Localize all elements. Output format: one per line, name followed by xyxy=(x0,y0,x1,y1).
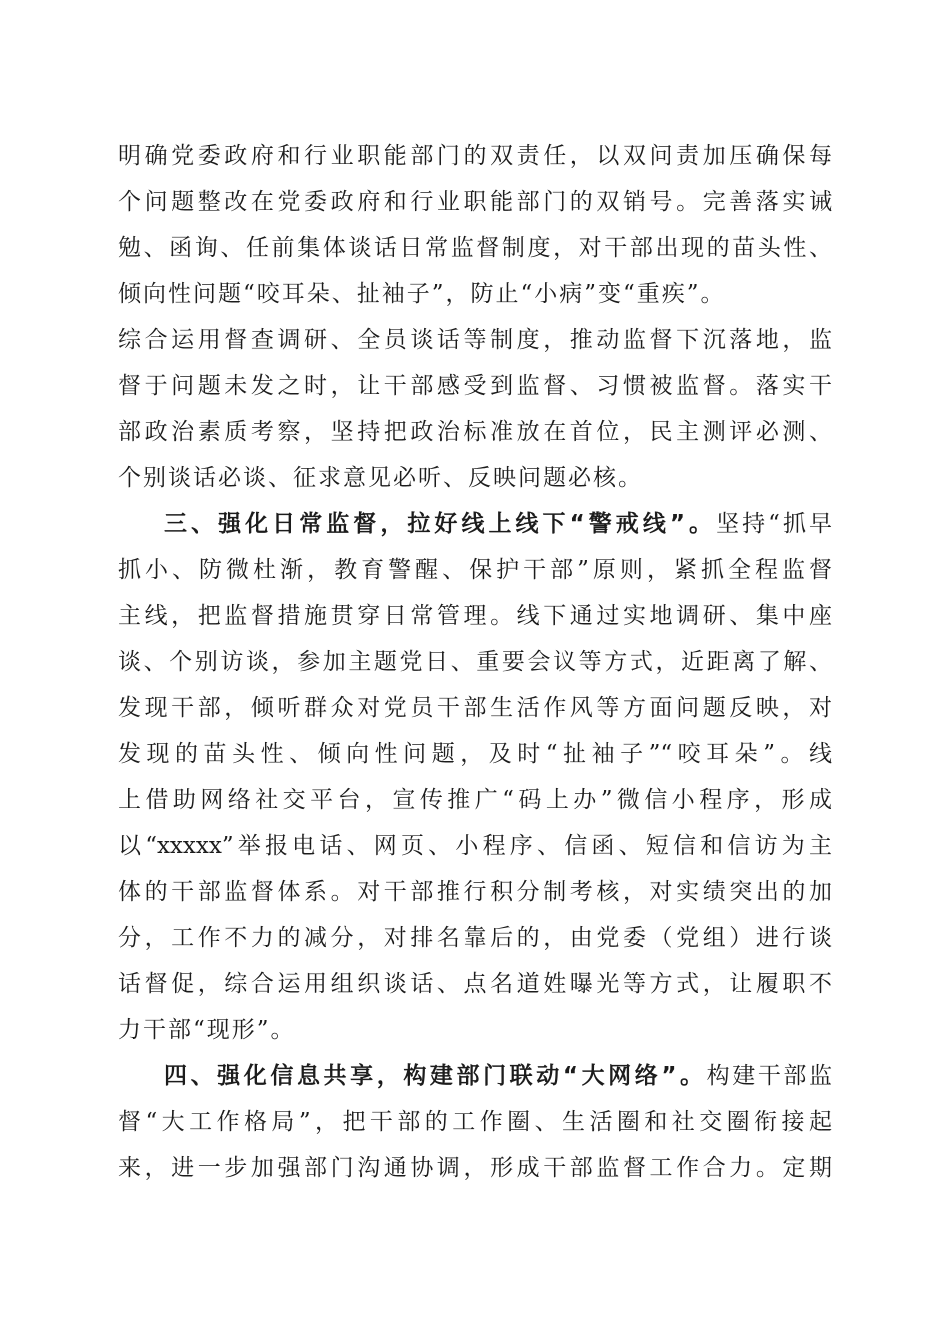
paragraph-line: 督于问题未发之时，让干部感受到监督、习惯被监督。落实干 xyxy=(118,373,832,399)
section-heading-three: 三、强化日常监督，拉好线上线下“警戒线”。 xyxy=(164,511,717,537)
paragraph-line: 上借助网络社交平台，宣传推广“码上办”微信小程序，形成 xyxy=(118,787,832,813)
paragraph-line: 倾向性问题“咬耳朵、扯袖子”，防止“小病”变“重疾”。 xyxy=(118,281,726,307)
section-three-first-line xyxy=(118,501,832,547)
paragraph-line: 话督促，综合运用组织谈话、点名道姓曝光等方式，让履职不 xyxy=(118,971,832,997)
paragraph-line: 明确党委政府和行业职能部门的双责任，以双问责加压确保每 xyxy=(118,143,832,169)
paragraph-line: 个别谈话必谈、征求意见必听、反映问题必核。 xyxy=(118,465,643,491)
paragraph-line: 督“大工作格局”，把干部的工作圈、生活圈和社交圈衔接起 xyxy=(118,1109,832,1135)
paragraph-line: 发现干部，倾听群众对党员干部生活作风等方面问题反映，对 xyxy=(118,695,832,721)
section-four-first-line xyxy=(118,1053,832,1099)
paragraph-line: 综合运用督查调研、全员谈话等制度，推动监督下沉落地，监 xyxy=(118,327,832,353)
paragraph-line: 力干部“现形”。 xyxy=(118,1017,296,1043)
paragraph-line: 以“xxxxx”举报电话、网页、小程序、信函、短信和信访为主 xyxy=(118,833,832,859)
paragraph-line: 谈、个别访谈，参加主题党日、重要会议等方式，近距离了解、 xyxy=(118,649,832,675)
paragraph-line: 体的干部监督体系。对干部推行积分制考核，对实绩突出的加 xyxy=(118,879,832,905)
paragraph-line: 勉、函询、任前集体谈话日常监督制度，对干部出现的苗头性、 xyxy=(118,235,832,261)
paragraph-text: 构建干部监 xyxy=(706,1063,832,1089)
document-body xyxy=(118,133,832,1191)
paragraph-line: 主线，把监督措施贯穿日常管理。线下通过实地调研、集中座 xyxy=(118,603,832,629)
paragraph-text: 坚持“抓早 xyxy=(716,511,832,537)
paragraph-line: 发现的苗头性、倾向性问题，及时“扯袖子”“咬耳朵”。线 xyxy=(118,741,832,767)
paragraph-line: 分，工作不力的减分，对排名靠后的，由党委（党组）进行谈 xyxy=(118,925,832,951)
paragraph-line: 部政治素质考察，坚持把政治标准放在首位，民主测评必测、 xyxy=(118,419,832,445)
paragraph-line: 抓小、防微杜渐，教育警醒、保护干部”原则，紧抓全程监督 xyxy=(118,557,832,583)
paragraph-line: 来，进一步加强部门沟通协调，形成干部监督工作合力。定期 xyxy=(118,1155,832,1181)
section-heading-four: 四、强化信息共享，构建部门联动“大网络”。 xyxy=(164,1063,707,1089)
paragraph-line: 个问题整改在党委政府和行业职能部门的双销号。完善落实诫 xyxy=(118,189,832,215)
